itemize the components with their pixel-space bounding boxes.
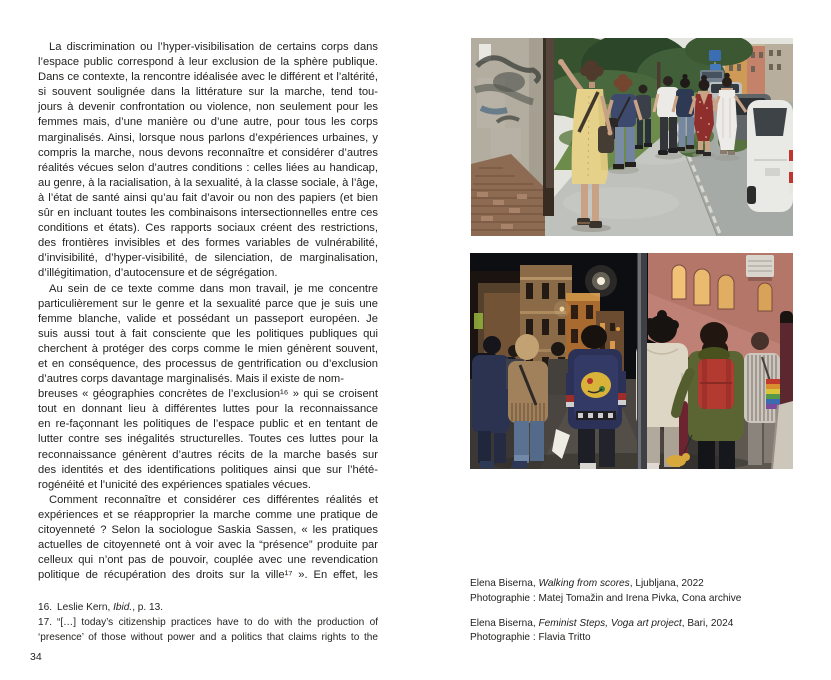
body-text-line: l’espace public correspond à leur exclusion de la sphère publique. <box>38 56 378 69</box>
figure-walking-from-scores <box>471 38 793 236</box>
body-text-line: d’invisibilité, d’hyper-visibilité, de silenciation, de marginalisation, <box>38 252 378 265</box>
body-text-line: actuelles de citoyenneté ont à voir avec la “présence” produite par <box>38 539 378 552</box>
footnote-line: ‘presence’ of those without power and a politics that claims rights to the <box>38 631 378 643</box>
body-text-line: des identités et des identifications politiques ainsi que sur l’hété- <box>38 463 378 476</box>
walking-from-scores-caption <box>470 577 825 607</box>
body-text-line: La discrimination ou l’hyper-visibilisation de certains corps dans <box>49 41 378 53</box>
body-text-line: particulièrement sur le genre et la sexualité parce que je suis une <box>38 297 378 310</box>
body-text-line: femmes mais, d’une manière ou d’une autre, pour tous les corps <box>38 116 378 129</box>
graffiti-wall-group <box>471 38 554 236</box>
body-text-line: citoyenneté ? Selon la sociologue Saskia Sassen, « les pratiques <box>38 524 378 536</box>
body-text-line: Comment reconnaître et considérer ces différentes réalités et <box>49 493 379 506</box>
body-text-line: Dans ce contexte, la rencontre idéalisée avec le différent et l’altérité, <box>38 71 378 84</box>
footnotes <box>38 601 378 645</box>
body-text-column <box>38 40 378 583</box>
body-text-line: femme blanche, valide et possédant un passeport européen. Je <box>38 312 378 325</box>
body-text-line: réalités vécues selon d’autres conditions : celles liées au handicap, <box>38 161 378 174</box>
body-text-line: lutter contre ses inégalités structurelles. Toutes ces luttes pour la <box>38 433 378 446</box>
body-text-line: des frontières invisibles et des formes variables de vulnérabilité, <box>38 237 378 250</box>
footnote-line: 16. Leslie Kern, Ibid., p. 13. <box>38 602 164 613</box>
body-text-line: cherchent à protéger des corps comme le mien génèrent souvent, <box>38 342 378 355</box>
body-text-line: rogénéité et l’unicité des expériences spatiales vécues. <box>38 478 312 491</box>
walking-from-scores-photo <box>471 38 793 236</box>
caption-line: Elena Biserna, Feminist Steps, Voga art project, Bari, 2024 <box>470 617 734 629</box>
figure-captions <box>470 577 825 646</box>
feminist-steps-caption <box>470 617 825 647</box>
body-text-line: politique de récupération des droits sur la ville¹⁷ ». En effet, les <box>38 569 378 582</box>
body-text-line: celleux qui n’ont pas de pouvoir, couplée avec une revendication <box>38 554 378 567</box>
figure-feminist-steps <box>470 253 793 469</box>
body-text-line: d’autres corps davantage marginalisés. Mais il existe de nom- <box>38 373 344 386</box>
caption-line: Photographie : Flavia Tritto <box>470 632 591 644</box>
body-text-line: jours à devenir confrontation ou violence, non seulement pour les <box>38 101 378 114</box>
body-text-line: d’illégitimation, d’autocensure et de ségrégation. <box>38 267 278 280</box>
body-text-line: à l’état de santé ainsi qu’au fait d’avoir ou non des papiers (et bien <box>38 191 378 204</box>
caption-line: Elena Biserna, Walking from scores, Ljubljana, 2022 <box>470 578 704 589</box>
footnote-line: 17. “[…] today’s citizenship practices have to do with the production of <box>38 616 378 628</box>
body-text-line: sûr en incluant toutes les combinaisons intersectionnelles entre ces <box>38 207 378 220</box>
body-text-line: si souvent soulignée dans la littérature sur la marche, tend tou- <box>38 86 378 99</box>
body-text-line: suis aussi tout à fait consciente que les politiques publiques qui <box>38 327 378 340</box>
body-text-line: conditions et états). Ces rapports sociaux créent des restrictions, <box>38 222 378 235</box>
body-text-line: marginalisés. Ainsi, lorsque nous parlons d’expériences urbaines, y <box>38 131 378 144</box>
body-text-line: et en conséquence, des processus de gentrification ou d’exclusion <box>38 357 378 370</box>
page-number: 34 <box>30 651 42 663</box>
body-text-line: expériences et se réapproprier la marche comme une pratique de <box>38 508 378 521</box>
body-text-line: en re-façonnant les politiques de l’espace public et en tentant de <box>38 418 379 431</box>
body-text-line: Au sein de ce texte comme dans mon travail, je me concentre <box>49 282 378 295</box>
body-text-line: tout en donnant lieu à différentes luttes pour la reconnaissance <box>38 403 378 416</box>
caption-line: Photographie : Matej Tomažin and Irena Pivka, Cona archive <box>470 592 742 604</box>
body-text-line: compris la marche, nous devons reconnaître et considérer d’autres <box>38 146 378 159</box>
body-text-line: au genre, à la racialisation, à la sexualité, à la classe sociale, à l’âge, <box>38 176 378 189</box>
body-text-line: breuses « géographies concrètes de l’exclusion¹⁶ » qui se croisent <box>38 388 378 401</box>
feminist-steps-photo <box>470 253 793 469</box>
body-text-line: reconnaissance génèrent d’autres récits de la marche basés sur <box>38 448 378 461</box>
